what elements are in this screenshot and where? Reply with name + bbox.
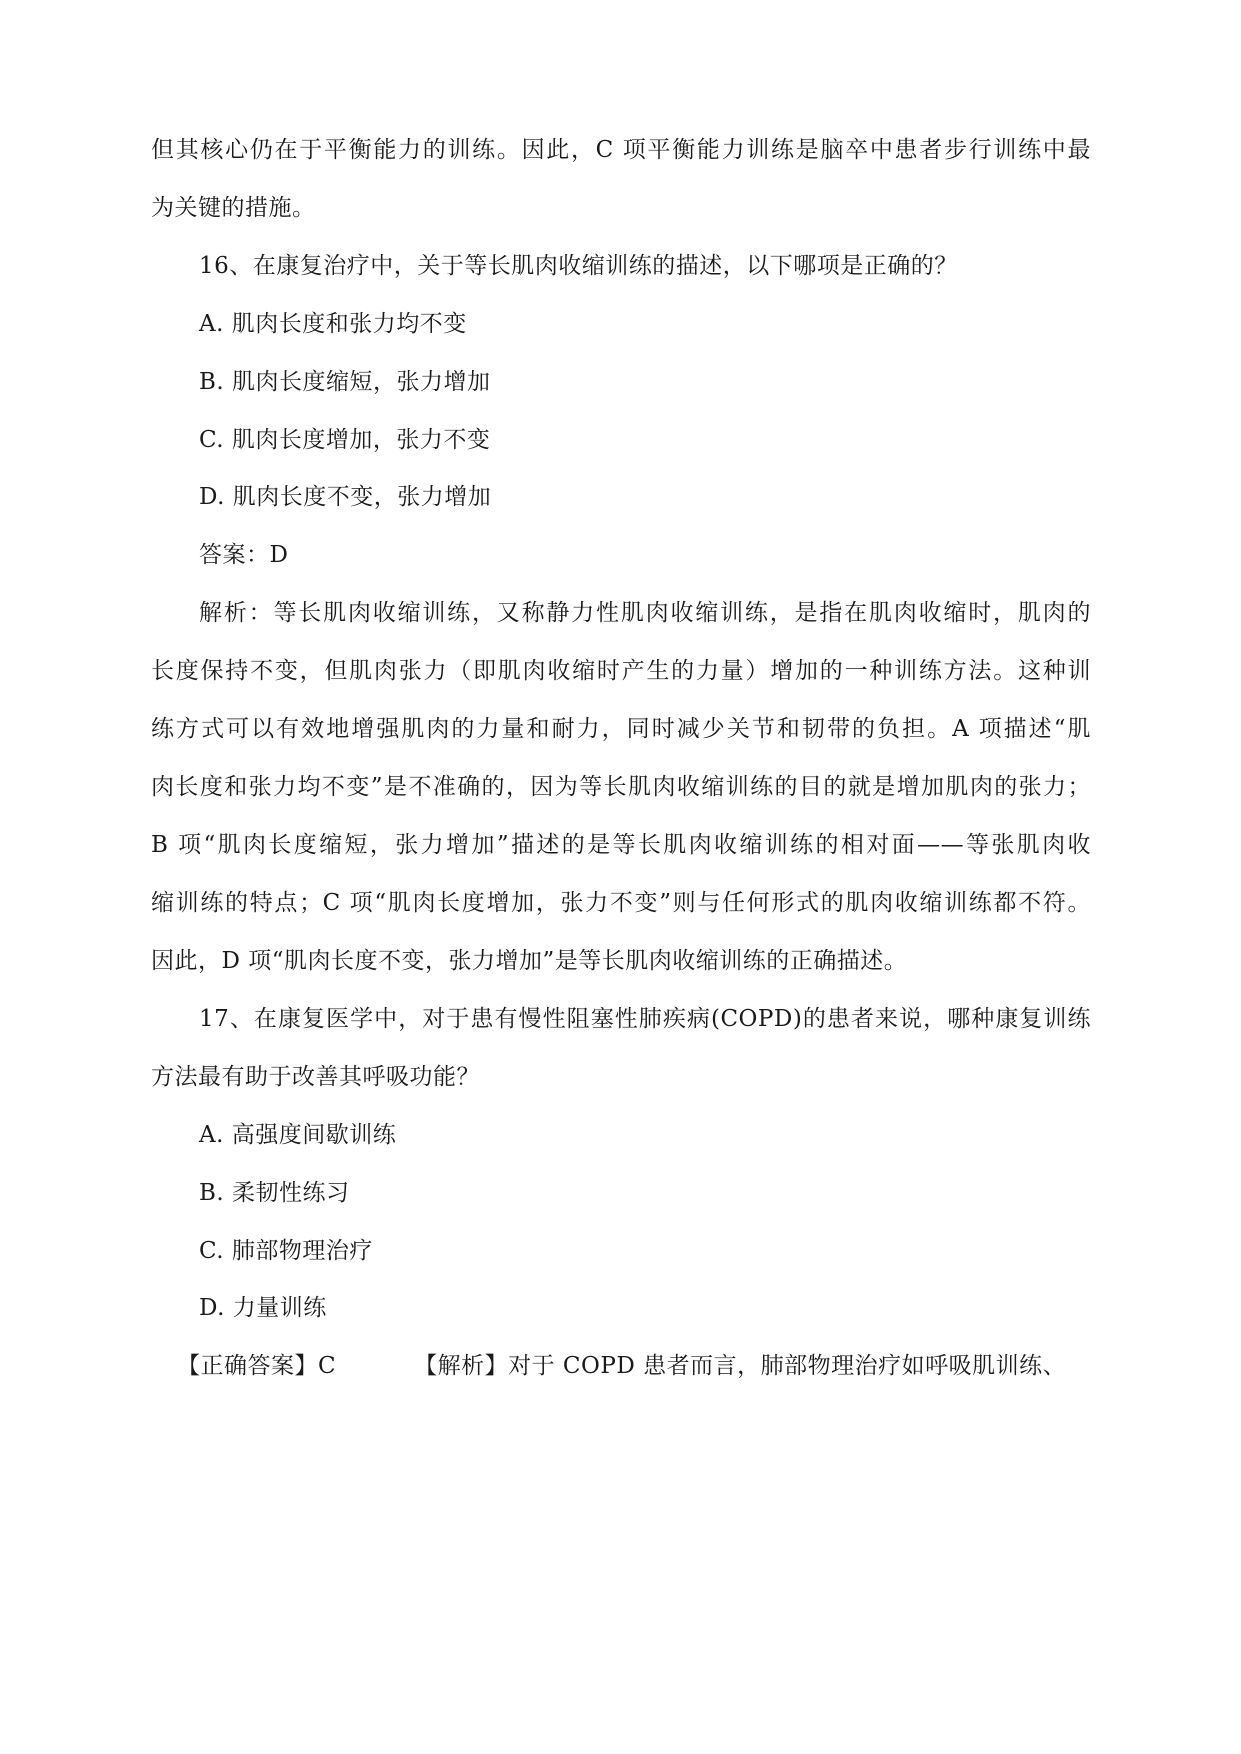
continuation-line-1: 但其核心仍在于平衡能力的训练。因此，C 项平衡能力训练是脑卒中患者步行训练中最 [151, 137, 1091, 163]
q16-analysis-line-2: 长度保持不变，但肌肉张力（即肌肉收缩时产生的力量）增加的一种训练方法。这种训 [151, 658, 1091, 684]
q16-answer: 答案：D [199, 542, 289, 568]
q17-option-c: C. 肺部物理治疗 [199, 1238, 373, 1264]
q16-analysis-line-5: B 项“肌肉长度缩短，张力增加”描述的是等长肌肉收缩训练的相对面——等张肌肉收 [151, 832, 1091, 858]
q17-question-line-1: 17、在康复医学中，对于患有慢性阻塞性肺疾病(COPD)的患者来说，哪种康复训练 [199, 1006, 1091, 1032]
q16-option-c: C. 肌肉长度增加，张力不变 [199, 427, 491, 453]
q17-answer-row [177, 1351, 1091, 1381]
q16-question: 16、在康复治疗中，关于等长肌肉收缩训练的描述，以下哪项是正确的？ [199, 253, 958, 279]
q16-analysis-line-3: 练方式可以有效地增强肌肉的力量和耐力，同时减少关节和韧带的负担。A 项描述“肌 [151, 716, 1091, 742]
q17-option-b: B. 柔韧性练习 [199, 1180, 350, 1206]
q17-analysis-start: 【解析】对于 COPD 患者而言，肺部物理治疗如呼吸肌训练、 [414, 1353, 1067, 1379]
q17-option-d: D. 力量训练 [199, 1295, 327, 1321]
q16-option-a: A. 肌肉长度和张力均不变 [199, 311, 467, 337]
q17-option-a: A. 高强度间歇训练 [199, 1122, 397, 1148]
q16-analysis-line-7: 因此，D 项“肌肉长度不变，张力增加”是等长肌肉收缩训练的正确描述。 [151, 948, 908, 974]
q17-answer: 【正确答案】C [177, 1353, 337, 1379]
q16-option-b: B. 肌肉长度缩短，张力增加 [199, 369, 491, 395]
q16-analysis-line-1: 解析：等长肌肉收缩训练，又称静力性肌肉收缩训练，是指在肌肉收缩时，肌肉的 [199, 600, 1091, 626]
q16-option-d: D. 肌肉长度不变，张力增加 [199, 484, 492, 510]
q16-analysis-line-4: 肉长度和张力均不变”是不准确的，因为等长肌肉收缩训练的目的就是增加肌肉的张力； [151, 774, 1091, 800]
q17-question-line-2: 方法最有助于改善其呼吸功能？ [151, 1064, 480, 1090]
q16-analysis-line-6: 缩训练的特点；C 项“肌肉长度增加，张力不变”则与任何形式的肌肉收缩训练都不符。 [151, 890, 1091, 916]
continuation-line-2: 为关键的措施。 [151, 195, 316, 221]
